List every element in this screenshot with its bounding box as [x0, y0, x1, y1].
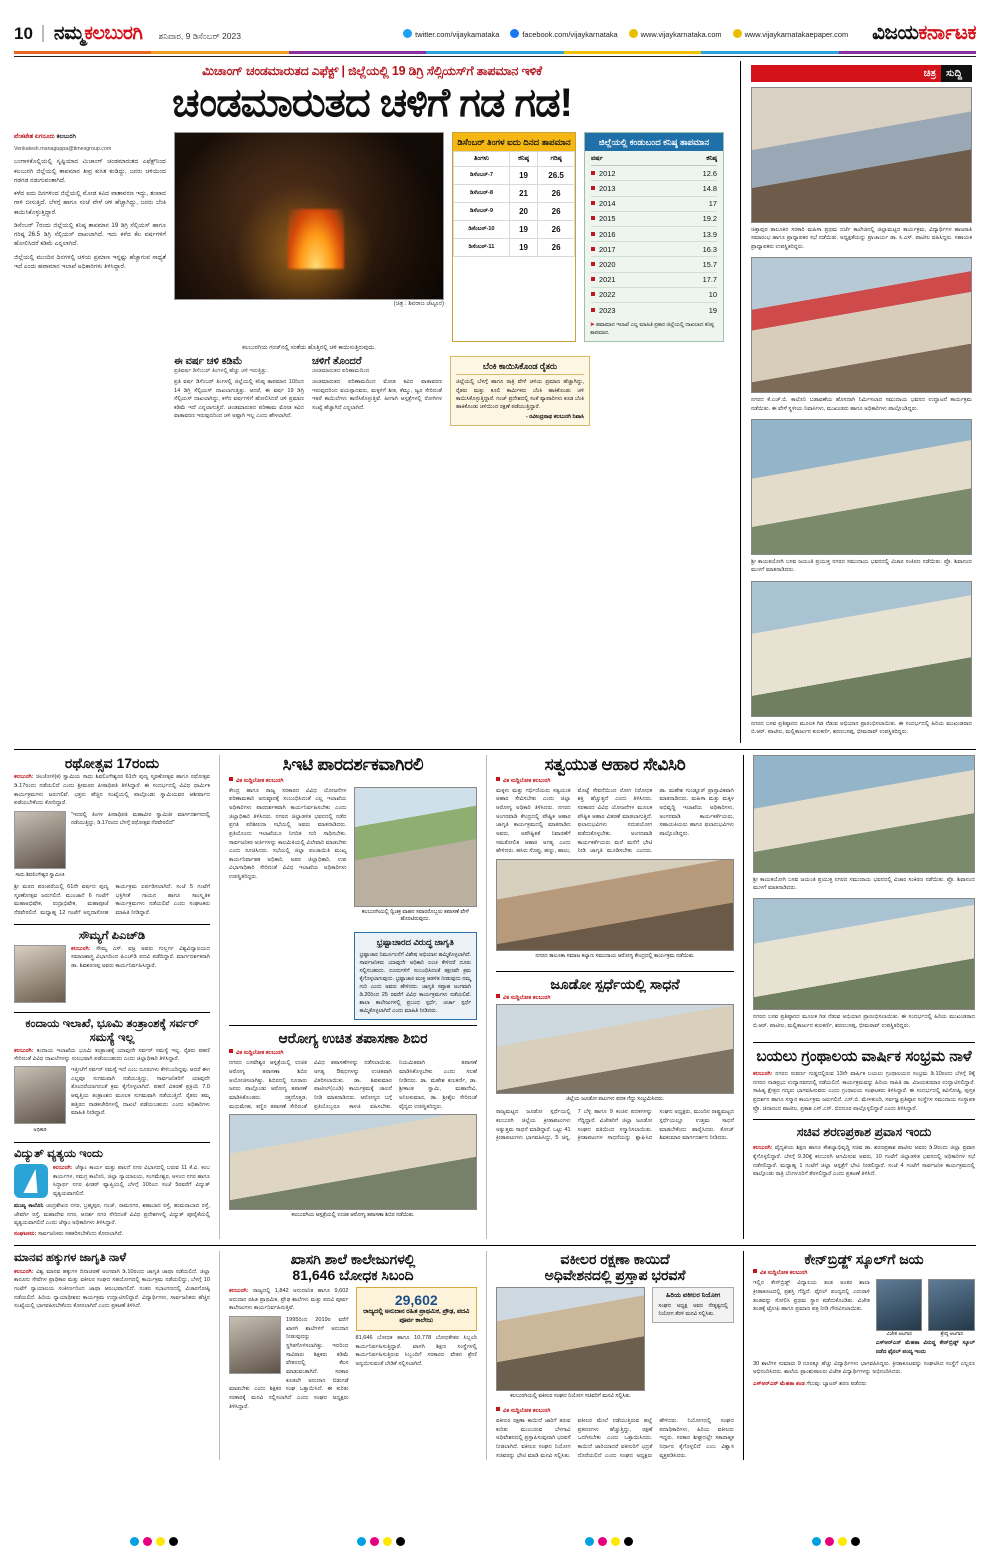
story-body-2: 30 ಶಾಲೆಗಳ ಸುಮಾರು 9 ನೂರಕ್ಕೂ ಹೆಚ್ಚು ವಿದ್ಯಾರ್ಥಿಗಳು ಭಾಗವಹಿಸಿದ್ದರು. ಕ್ರೀಡಾಕೂಟವನ್ನು ಸಂಘಟಿಸಿದ ಸಂಸ್ಥೆಗೆ ಎಲ್ಲರೂ ಅಭಿನಂದಿಸಿದರು. ಶಾಲೆಯ ಪ್ರಾಂಶುಪಾಲರು ವಿಜೇತ ವಿದ್ಯಾರ್ಥಿಗಳನ್ನು ಅಭಿನಂದಿಸಿದರು. — [753, 1360, 975, 1376]
story-body: ವಕೀಲರ ರಕ್ಷಣಾ ಕಾಯಿದೆ ಜಾರಿಗೆ ತರುವ ಕುರಿತು ಮುಂಬರುವ ಬೆಳಗಾವಿ ಅಧಿವೇಶನದಲ್ಲಿ ಪ್ರಸ್ತಾಪಿಸುವುದಾಗಿ ಭರವಸೆ ನೀಡಲಾಗಿದೆ. ವಕೀಲರ ಸಂಘದ ನಿಯೋಗ ಸಚಿವರನ್ನು ಭೇಟಿ ಮಾಡಿ ಮನವಿ ಸಲ್ಲಿಸಿತು. ವಕೀಲರ ಮೇಲೆ ನಡೆಯುತ್ತಿರುವ ಹಲ್ಲೆ ಪ್ರಕರಣಗಳು ಹೆಚ್ಚುತ್ತಿದ್ದು, ರಕ್ಷಣೆ ಒದಗಿಸಬೇಕು ಎಂದು ಒತ್ತಾಯಿಸಿದರು. ಕಾಯಿದೆ ಜಾರಿಯಾದರೆ ವಕೀಲರಿಗೆ ಭದ್ರತೆ ದೊರೆಯಲಿದೆ ಎಂದು ಸಂಘದ ಅಧ್ಯಕ್ಷರು ಹೇಳಿದರು. ನಿಯೋಗದಲ್ಲಿ ಸಂಘದ ಪದಾಧಿಕಾರಿಗಳು, ಹಿರಿಯ ವಕೀಲರು ಇದ್ದರು. ಸರಕಾರ ಶೀಘ್ರದಲ್ಲೇ ಸಕಾರಾತ್ಮಕ ನಿರ್ಧಾರ ಕೈಗೊಳ್ಳಲಿದೆ ಎಂಬ ವಿಶ್ವಾಸ ವ್ಯಕ್ತಪಡಿಸಿದರು. — [496, 1417, 734, 1459]
rail-caption-3: ಶ್ರೀ ಕಾಯಕಯೋಗಿ ಬಸವ ಜಯಂತಿ ಪ್ರಯುಕ್ತ ನಗರದ ಸಮುದಾಯ ಭವನದಲ್ಲಿ ವಿಚಾರ ಸಂಕಿರಣ ನಡೆಯಿತು. ಪ್ರೊ. ಶಿವಾನಂದ ಮುಳಗೆ ಮಾತನಾಡಿದರು. — [751, 558, 972, 574]
masthead — [14, 0, 976, 51]
story-body: ವಿಶ್ವ ಮಾನವ ಹಕ್ಕುಗಳ ದಿನಾಚರಣೆ ಅಂಗವಾಗಿ ಡಿ.10ರಂದು ಜಾಗೃತಿ ಜಾಥಾ ನಡೆಯಲಿದೆ. ಜಿಲ್ಲಾ ಕಾನೂನು ಸೇವೆಗಳ ಪ್ರಾಧಿಕಾರ ಮತ್ತು ವಕೀಲರ ಸಂಘದ ಸಹಯೋಗದಲ್ಲಿ ಕಾರ್ಯಕ್ರಮ ನಡೆಯಲಿದ್ದು, ಬೆಳಗ್ಗೆ 10 ಗಂಟೆಗೆ ನ್ಯಾಯಾಲಯ ಸಂಕೀರ್ಣದಿಂದ ಜಾಥಾ ಆರಂಭವಾಗಲಿದೆ. ನಂತರ ಸಭಾಂಗಣದಲ್ಲಿ ವಿಚಾರಗೋಷ್ಠಿ ನಡೆಯಲಿದೆ. ಹಿರಿಯ ನ್ಯಾಯಾಧೀಶರು ಕಾರ್ಯಕ್ರಮ ಉದ್ಘಾಟಿಸಲಿದ್ದಾರೆ. ವಿದ್ಯಾರ್ಥಿಗಳು, ಸಾರ್ವಜನಿಕರು ಹೆಚ್ಚಿನ ಸಂಖ್ಯೆಯಲ್ಲಿ ಭಾಗವಹಿಸಬೇಕೆಂದು ಕೋರಲಾಗಿದೆ ಎಂದು ಪ್ರಕಟಣೆ ತಿಳಿಸಿದೆ. — [14, 1268, 211, 1310]
print-registration-marks — [0, 1537, 990, 1546]
table1-title: ಡಿಸೆಂಬರ್ ತಿಂಗಳ ಐದು ದಿನದ ತಾಪಮಾನ — [453, 133, 575, 151]
portrait-photo — [14, 945, 66, 1003]
story-heading-minister: ಸಚಿವ ಶರಣಪ್ರಕಾಶ ಪ್ರವಾಸ ಇಂದು — [796, 1125, 932, 1140]
player-photos — [876, 1279, 975, 1337]
dateline: ಕಲಬುರಗಿ: — [14, 1268, 34, 1275]
note-label: ಸಂಘಟಕರು: — [14, 1230, 37, 1237]
inline-photo-health-camp — [229, 1114, 477, 1210]
inline-photo-delegation — [496, 1287, 645, 1391]
rail-caption-2: ನಗರದ ಕೆ.ಎಚ್.ಬಿ. ಕಾಲೊನಿ ಬಡಾವಣೆಯ ಹೊಸದಾಗಿ ನಿರ್ಮಿಸಲಾದ ಸಮುದಾಯ ಭವನದ ಉದ್ಘಾಟನೆ ಕಾರ್ಯಕ್ರಮ ನಡೆಯಿತು. ಈ ವೇಳೆ ಸ್ಥಳೀಯ ನಿವಾಸಿಗಳು, ಮುಖಂಡರು ಹಾಗೂ ಅಧಿಕಾರಿಗಳು ಪಾಲ್ಗೊಂಡಿದ್ದರು. — [751, 397, 972, 412]
table-row: ಡಿಸೆಂಬರ್-11 19 26 — [454, 239, 575, 257]
subhead-1-title: ಈ ವರ್ಷ ಚಳಿ ಕಡಿಮೆ — [174, 356, 243, 368]
lead-photo — [174, 132, 444, 300]
rail-caption-1: ಚಿತ್ತಾಪುರ ತಾಲೂಕಿನ ಸರಕಾರಿ ಮಹಿಳಾ ಪ್ರಥಮ ದರ್ಜೆ ಕಾಲೇಜಿನಲ್ಲಿ ಜಿಲ್ಲಾಮಟ್ಟದ ಕಾರ್ಯಕ್ರಮ, ವಿದ್ಯಾರ್ಥಿಗಳ ಹಾಜರಾತಿ ಸಮಾರಂಭ ಹಾಗೂ ಪ್ರಾಧ್ಯಾಪಕರ ಸಭೆ ನಡೆಯಿತು. ಅಧ್ಯಕ್ಷತೆಯನ್ನು ಪ್ರಾಚಾರ್ಯ ಡಾ. ಸಿ.ಎಸ್. ಪಾಟೀಲ ವಹಿಸಿದ್ದರು. ಸಹಾಯಕ ಪ್ರಾಧ್ಯಾಪಕರು ಉಪಸ್ಥಿತರಿದ್ದರು. — [751, 227, 972, 250]
dateline: ಕಲಬುರಗಿ: — [53, 1164, 73, 1171]
local-edition-title — [54, 23, 143, 45]
badge-left-text: ಚಿತ್ರ — [751, 65, 941, 82]
byline-author: ವೆಂಕಟೇಶ ಏಗನೂರು — [14, 132, 55, 140]
photo-credit: (ಚಿತ್ರ : ಶಿವರಾಜ ಜೆಟ್ಟೂರ) — [393, 300, 444, 307]
subhead-1-sub: ಪ್ರತಿವರ್ಷ ಡಿಸೆಂಬರ್ ತಿಂಗಳಲ್ಲಿ ಹೆಚ್ಚು ಚಳಿ ಇರುತ್ತಿತ್ತು. — [174, 368, 269, 375]
epaper-link[interactable] — [733, 29, 849, 39]
subhead-2 — [312, 356, 442, 426]
website-link[interactable] — [629, 29, 722, 39]
story-heading-human-rights: ಮಾನವ ಹಕ್ಕುಗಳ ಜಾಗೃತಿ ನಾಳೆ — [14, 1251, 127, 1264]
globe-icon — [629, 29, 638, 38]
color-bar — [14, 51, 976, 54]
rail-photo-4 — [751, 581, 972, 717]
story-heading-nutrition: ಸತ್ವಯುತ ಆಹಾರ ಸೇವಿಸಿರಿ — [544, 754, 686, 774]
color-dots-group-3 — [585, 1537, 633, 1546]
publication-date: ಶನಿವಾರ, 9 ಡಿಸೆಂಬರ್ 2023 — [158, 30, 241, 41]
facebook-link-text: facebook.com/vijaykarnataka — [522, 29, 618, 39]
december-temperature-table — [452, 132, 576, 342]
tagline: ವಿಕ ಸುದ್ದಿಲೋಕ ಕಲಬುರಗಿ — [229, 777, 477, 785]
lead-para-2: ಕಳೆದ ಐದು ದಿನಗಳಿಂದ ಜಿಲ್ಲೆಯಲ್ಲಿ ಮೋಡ ಕವಿದ ವಾತಾವರಣ ಇದ್ದು, ತಂಪಾದ ಗಾಳಿ ಬೀಸುತ್ತಿದೆ. ಬೆಳಗ್ಗೆ ಹಾಗೂ ಸಂಜೆ ವೇಳೆ ಚಳಿ ಹೆಚ್ಚಾಗಿದ್ದು, ಜನರು ಬೆಂಕಿ ಕಾಯಿಸಿಕೊಳ್ಳುತ್ತಿದ್ದಾರೆ. — [14, 190, 166, 216]
story-heading-lawyers-2: ಅಧಿವೇಶನದಲ್ಲಿ ಪ್ರಸ್ತಾಪ ಭರವಸೆ — [544, 1267, 686, 1284]
bottom-band — [14, 1245, 976, 1461]
teacher-count-highlight — [356, 1287, 478, 1331]
story-body-3: 1995ರಿಂದ 2019ರ ವರೆಗೆ ಖಾಸಗಿ ಶಾಲೆಗಳಿಗೆ ಅನುದಾನ ನೀಡುವುದನ್ನು ಸ್ಥಗಿತಗೊಳಿಸಲಾಗಿತ್ತು. ಇದರಿಂದ ಸಾವಿರಾರು ಶಿಕ್ಷಕರು ಕಡಿಮೆ ವೇತನದಲ್ಲಿ ಕೆಲಸ ಮಾಡುವಂತಾಗಿದೆ. ಸರಕಾರ ಕೂಡಲೇ ಅನುದಾನ ಬಿಡುಗಡೆ ಮಾಡಬೇಕು ಎಂದು ಶಿಕ್ಷಕರ ಸಂಘ ಒತ್ತಾಯಿಸಿದೆ. ಈ ಕುರಿತು ಸರಕಾರಕ್ಕೆ ಮನವಿ ಸಲ್ಲಿಸಲಾಗಿದೆ ಎಂದು ಸಂಘದ ಅಧ್ಯಕ್ಷರು ತಿಳಿಸಿದ್ದಾರೆ. — [229, 1317, 349, 1410]
yearly-minimum-temperature-table — [584, 132, 724, 342]
epaper-link-text: www.vijaykarnatakaepaper.com — [744, 29, 849, 39]
color-dots-group-4 — [812, 1537, 860, 1546]
table-row: 2017 16.3 — [591, 242, 717, 257]
box-body: ಜಿಲ್ಲೆಯಲ್ಲಿ ಬೆಳಗ್ಗೆ ಹಾಗೂ ರಾತ್ರಿ ವೇಳೆ ಚಳಿಯ ಪ್ರಮಾಣ ಹೆಚ್ಚಾಗಿದ್ದು, ರೈತರು ಮತ್ತು ಕೂಲಿ ಕಾರ್ಮಿಕರು ಬೆಂಕಿ ಹಾಕಿಕೊಂಡು ಚಳಿ ಕಾಯಿಸಿಕೊಳ್ಳುತ್ತಿದ್ದಾರೆ. ಗಂಜ್ ಪ್ರದೇಶದಲ್ಲಿ ಸಂತೆ ವ್ಯಾಪಾರಿಗಳು ಕೂಡ ಬೆಂಕಿ ಹಾಕಿಕೊಂಡು ಚಳಿಯಿಂದ ರಕ್ಷಣೆ ಪಡೆಯುತ್ತಿದ್ದಾರೆ. — [456, 379, 584, 411]
story-body: ಸೌಮ್ಯ ಎಸ್. ವಜ್ರ ಅವರು ಗುಲ್ಬರ್ಗ ವಿಶ್ವವಿದ್ಯಾಲಯದ ಸಮಾಜಶಾಸ್ತ್ರ ವಿಭಾಗದಿಂದ ಪಿಎಚ್‌ಡಿ ಪದವಿ ಪಡೆದಿದ್ದಾರೆ. ಮಾರ್ಗದರ್ಶಕರಾಗಿ ಡಾ. ಶಿವಶರಣಪ್ಪ ಅವರು ಕಾರ್ಯನಿರ್ವಹಿಸಿದ್ದಾರೆ. — [71, 945, 210, 969]
table1-header-row — [454, 152, 575, 167]
lawyers-sidebar-box — [652, 1287, 734, 1323]
story-body-2: 81,646 ಬೋಧಕ ಹಾಗೂ 10,778 ಬೋಧಕೇತರ ಸಿಬ್ಬಂದಿ ಕಾರ್ಯನಿರ್ವಹಿಸುತ್ತಿದ್ದಾರೆ. ಖಾಸಗಿ ಶಿಕ್ಷಣ ಸಂಸ್ಥೆಗಳಲ್ಲಿ ಕಾರ್ಯನಿರ್ವಹಿಸುತ್ತಿರುವ ಸಿಬ್ಬಂದಿಗೆ ಸರಕಾರದ ವೇತನ ಶ್ರೇಣಿ ಅನ್ವಯಿಸುವಂತೆ ಬೇಡಿಕೆ ಸಲ್ಲಿಸಲಾಗಿದೆ. — [355, 1335, 477, 1368]
lead-para-1: ಬಂಗಾಳಕೊಲ್ಲಿಯಲ್ಲಿ ಸೃಷ್ಟಿಯಾದ ಮಿಚಾಂಗ್ ಚಂಡಮಾರುತದ ಎಫೆಕ್ಟ್‌ನಿಂದ ಕಲಬುರಗಿ ಜಿಲ್ಲೆಯಲ್ಲಿ ತಾಪಮಾನ ತೀವ್ರ ಕುಸಿತ ಕಂಡಿದ್ದು, ಜನರು ಚಳಿಯಿಂದ ಗಡಗಡ ನಡುಗುವಂತಾಗಿದೆ. — [14, 158, 166, 184]
mid-col-d — [743, 755, 975, 1239]
website-link-text: www.vijaykarnataka.com — [640, 29, 722, 39]
globe-icon — [733, 29, 742, 38]
box-title: ಭ್ರಷ್ಟಾಚಾರದ ವಿರುದ್ಧ ಜಾಗೃತಿ — [376, 937, 454, 948]
table-row: ಡಿಸೆಂಬರ್-10 19 26 — [454, 221, 575, 239]
dateline: ಕಲಬುರಗಿ: — [753, 1071, 773, 1078]
box-title: ಬೆಂಕಿ ಕಾಯಿಸಿಕೊಂಡ ರೈತರು — [456, 361, 584, 375]
inline-photo-hall — [496, 859, 734, 951]
lead-para-3: ಡಿಸೆಂಬರ್ 7ರಂದು ಜಿಲ್ಲೆಯಲ್ಲಿ ಕನಿಷ್ಠ ತಾಪಮಾನ 19 ಡಿಗ್ರಿ ಸೆಲ್ಸಿಯಸ್ ಹಾಗೂ ಗರಿಷ್ಠ 26.5 ಡಿಗ್ರಿ ಸೆಲ್ಸಿಯಸ್ ದಾಖಲಾಗಿದೆ. ಇದು ಕಳೆದ ಕೆಲ ವರ್ಷಗಳಿಗೆ ಹೋಲಿಸಿದರೆ ಕಡಿಮೆ ಎನ್ನಲಾಗಿದೆ. — [14, 221, 166, 248]
box-body: ಭ್ರಷ್ಟಾಚಾರ ನಿರ್ಮೂಲನೆಗೆ ವಿಶೇಷ ಅಭಿಯಾನ ಹಮ್ಮಿಕೊಳ್ಳಲಾಗಿದೆ. ಸಾರ್ವಜನಿಕರು ಯಾವುದೇ ಅಧಿಕಾರಿ ಲಂಚ ಕೇಳಿದರೆ ದೂರು ಸಲ್ಲಿಸಬಹುದು. ದೂರುಗಳಿಗೆ ಸಂಬಂಧಿಸಿದಂತೆ ತಕ್ಷಣವೇ ಕ್ರಮ ಕೈಗೊಳ್ಳಲಾಗುವುದು. ಭ್ರಷ್ಟಾಚಾರ ಮುಕ್ತ ಆಡಳಿತ ನೀಡುವುದು ನಮ್ಮ ಗುರಿ ಎಂದು ಅವರು ಹೇಳಿದರು. ಜಾಗೃತಿ ಸಪ್ತಾಹ ಅಂಗವಾಗಿ ಡಿ.20ರಿಂದ 25 ರವರೆಗೆ ವಿವಿಧ ಕಾರ್ಯಕ್ರಮಗಳು ನಡೆಯಲಿವೆ. ಶಾಲಾ ಕಾಲೇಜುಗಳಲ್ಲಿ ಪ್ರಬಂಧ ಸ್ಪರ್ಧೆ, ಚರ್ಚಾ ಸ್ಪರ್ಧೆ ಹಮ್ಮಿಕೊಳ್ಳಲಾಗಿದೆ ಎಂದು ಮಾಹಿತಿ ನೀಡಿದರು. — [359, 951, 471, 1015]
story-body-2: ಇತ್ತೀಚೆಗೆ ಸರ್ವರ್ ಸಮಸ್ಯೆ ಇದೆ ಎಂಬ ದೂರುಗಳು ಕೇಳಿಬಂದಿದ್ದವು. ಆದರೆ ಈಗ ಎಲ್ಲವೂ ಸುಗಮವಾಗಿ ನಡೆಯುತ್ತಿದ್ದು, ಸಾರ್ವಜನಿಕರಿಗೆ ಯಾವುದೇ ತೊಂದರೆಯಾಗದಂತೆ ಕ್ರಮ ಕೈಗೊಳ್ಳಲಾಗಿದೆ. ಪಹಣಿ ವಿತರಣೆ ಪ್ರಕ್ರಿಯೆ 7.0 ಆವೃತ್ತಿಯ ತಂತ್ರಾಂಶದ ಮೂಲಕ ಸುಗಮವಾಗಿ ನಡೆಯುತ್ತಿದೆ. ರೈತರು ತಮ್ಮ ಹತ್ತಿರದ ನಾಡಕಚೇರಿಗಳಲ್ಲಿ ದಾಖಲೆ ಪಡೆಯಬಹುದು ಎಂದು ಅಧಿಕಾರಿಗಳು ಮಾಹಿತಿ ನೀಡಿದ್ದಾರೆ. — [71, 1066, 210, 1117]
lead-data-tables — [452, 132, 724, 342]
note-text: ಸಾರ್ವಜನಿಕರು ಸಹಕರಿಸಬೇಕೆಂದು ಕೋರಲಾಗಿದೆ. — [37, 1230, 124, 1237]
table-row: 2020 15.7 — [591, 257, 717, 272]
mid-col-c — [486, 755, 734, 1239]
inline-photo-caption: ನಗರದ ತಾಲೂಕಾ ಸಮಾಜ ಕಲ್ಯಾಣ ಸಮುದಾಯ ಆರೋಗ್ಯ ಕೇಂದ್ರದಲ್ಲಿ ಕಾರ್ಯಕ್ರಮ ನಡೆಯಿತು. — [535, 952, 695, 959]
table1-col-1: ಕನಿಷ್ಠ — [509, 152, 537, 167]
badge-right-text: ಸುದ್ದಿ — [941, 65, 972, 82]
rail-caption-4: ನಗರದ ಬಸವ ಪ್ರತಿಷ್ಠಾನದ ಮೂಲಕ ಗಿಡ ನೆಡುವ ಅಭಿಯಾನ ಪ್ರಾರಂಭಿಸಲಾಯಿತು. ಈ ಸಂದರ್ಭದಲ್ಲಿ ಹಿರಿಯ ಮುಖಂಡರಾದ ಬಿ.ಆರ್. ಪಾಟೀಲ, ಮಲ್ಲಿಕಾರ್ಜುನ ಕುಲಕರ್ಣಿ, ಶರಣಬಸಪ್ಪ, ಭೀಮರಾವ್ ಉಪಸ್ಥಿತರಿದ್ದರು. — [751, 720, 972, 736]
table-row: 2015 19.2 — [591, 212, 717, 227]
local-title-part1: ನಮ್ಮ — [53, 22, 85, 44]
table2-col-0: ವರ್ಷ — [591, 155, 603, 163]
story-body: ರಾಜ್ಯಮಟ್ಟದ ಜೂಡೋ ಸ್ಪರ್ಧೆಯಲ್ಲಿ ಕಲಬುರಗಿ ಜಿಲ್ಲೆಯ ಕ್ರೀಡಾಪಟುಗಳು ಅತ್ಯುತ್ತಮ ಸಾಧನೆ ಮಾಡಿದ್ದಾರೆ. ಒಟ್ಟು 41 ಕ್ರೀಡಾಪಟುಗಳು ಭಾಗವಹಿಸಿದ್ದು, 5 ಚಿನ್ನ, 7 ಬೆಳ್ಳಿ ಹಾಗೂ 9 ಕಂಚಿನ ಪದಕಗಳನ್ನು ಗೆದ್ದಿದ್ದಾರೆ. ವಿಜೇತರಿಗೆ ಜಿಲ್ಲಾ ಜೂಡೋ ಸಂಘದ ವತಿಯಿಂದ ಸನ್ಮಾನಿಸಲಾಯಿತು. ಕ್ರೀಡಾಪಟುಗಳ ಸಾಧನೆಯನ್ನು ಶ್ಲಾಘಿಸಿದ ಸಂಘದ ಅಧ್ಯಕ್ಷರು, ಮುಂದಿನ ರಾಷ್ಟ್ರಮಟ್ಟದ ಸ್ಪರ್ಧೆಯಲ್ಲೂ ಉತ್ತಮ ಸಾಧನೆ ಮಾಡಬೇಕೆಂದು ಹಾರೈಸಿದರು. ಕೋಚ್ ಶಿವಕುಮಾರ ಮಾರ್ಗದರ್ಶನ ನೀಡಿದರು. — [496, 1109, 734, 1142]
byline-email: Venkatesh.managuppa@timesgroup.com — [14, 146, 112, 153]
picture-news-badge — [751, 65, 972, 82]
story-body: ಕೇಂದ್ರ ಹಾಗೂ ರಾಜ್ಯ ಸರಕಾರದ ವಿವಿಧ ಯೋಜನೆಗಳ ಪರಿಣಾಮಕಾರಿ ಅನುಷ್ಠಾನಕ್ಕೆ ಸಂಬಂಧಿಸಿದಂತೆ ಎಲ್ಲ ಇಲಾಖೆಯ ಅಧಿಕಾರಿಗಳು ಪಾರದರ್ಶಕವಾಗಿ ಕಾರ್ಯನಿರ್ವಹಿಸಬೇಕು ಎಂದು ಜಿಲ್ಲಾಧಿಕಾರಿ ತಿಳಿಸಿದರು. ನಗರದ ಜಿಲ್ಲಾಡಳಿತ ಭವನದಲ್ಲಿ ನಡೆದ ಪ್ರಗತಿ ಪರಿಶೀಲನಾ ಸಭೆಯಲ್ಲಿ ಅವರು ಮಾತನಾಡಿದರು. ಪ್ರತಿಯೊಂದು ಇಲಾಖೆಯೂ ನಿಗದಿತ ಗುರಿ ಸಾಧಿಸಬೇಕು. ಸಾರ್ವಜನಿಕರ ಅರ್ಜಿಗಳನ್ನು ಕಾಲಮಿತಿಯಲ್ಲಿ ವಿಲೇವಾರಿ ಮಾಡಬೇಕು ಎಂದು ಸೂಚಿಸಿದರು. ಸಭೆಯಲ್ಲಿ ಜಿಲ್ಲಾ ಪಂಚಾಯಿತಿ ಮುಖ್ಯ ಕಾರ್ಯನಿರ್ವಾಹಕ ಅಧಿಕಾರಿ, ಅಪರ ಜಿಲ್ಲಾಧಿಕಾರಿ, ಉಪ ವಿಭಾಗಾಧಿಕಾರಿ ಸೇರಿದಂತೆ ವಿವಿಧ ಇಲಾಖೆಯ ಅಧಿಕಾರಿಗಳು ಉಪಸ್ಥಿತರಿದ್ದರು. — [229, 787, 347, 881]
table-row: 2012 12.6 — [591, 166, 717, 181]
story-heading-judo: ಜೂಡೋ ಸ್ಪರ್ಧೆಯಲ್ಲಿ ಸಾಧನೆ — [550, 975, 680, 992]
areas-list: ಚಂದ್ರಶೇಖರ ನಗರ, ಬ್ರಹ್ಮಪುರ, ಗಂಜ್, ರಾಮನಗರ, ಶಹಾಬಾದ ರಸ್ತೆ, ಹುಮನಾಬಾದ ರಸ್ತೆ, ಜೇವರ್ಗಿ ರಸ್ತೆ, ಮಹಾದೇವ ನಗರ, ಆದರ್ಶ ನಗರ ಸೇರಿದಂತೆ ವಿವಿಧ ಪ್ರದೇಶಗಳಲ್ಲಿ ವಿದ್ಯುತ್ ಪೂರೈಕೆಯಲ್ಲಿ ವ್ಯತ್ಯಯವಾಗಲಿದೆ ಎಂದು ಜೆಸ್ಕಾಂ ಅಧಿಕಾರಿಗಳು ತಿಳಿಸಿದ್ದಾರೆ. — [14, 1202, 210, 1227]
dateline: ಕಲಬುರಗಿ: — [14, 774, 34, 781]
story-quote: "ಇದರಲ್ಲಿ ತಿಂಗಳ ಪೀಠಾಧಿಪತಿ ಮಹಾವೀರ ಸ್ವಾಮಿಜೀ ಮಾರ್ಗದರ್ಶನದಲ್ಲಿ ನಡೆಯುತ್ತಿದ್ದು, ಡಿ.17ರಂದು ಬೆಳಗ್ಗೆ ರಥೋತ್ಸವ ನೆರವೇರಲಿದೆ" — [71, 811, 210, 827]
story-heading-lawyers-1: ವಕೀಲರ ರಕ್ಷಣಾ ಕಾಯಿದೆ — [560, 1250, 670, 1267]
highlight-number: 29,602 — [394, 1292, 438, 1309]
brand-name-part2: ಕರ್ನಾಟಕ — [918, 22, 976, 44]
portrait-photo — [14, 811, 66, 869]
box-title: ಹಿರಿಯ ವಕೀಲರ ನಿಯೋಗ — [666, 1292, 721, 1300]
story-body: ಮಕ್ಕಳು ಮತ್ತು ಗರ್ಭಿಣಿಯರು ಸತ್ವಯುತ ಆಹಾರ ಸೇವಿಸಬೇಕು ಎಂದು ಜಿಲ್ಲಾ ಆರೋಗ್ಯ ಅಧಿಕಾರಿ ತಿಳಿಸಿದರು. ನಗರದ ಅಂಗನವಾಡಿ ಕೇಂದ್ರದಲ್ಲಿ ಪೌಷ್ಟಿಕ ಆಹಾರ ಜಾಗೃತಿ ಕಾರ್ಯಕ್ರಮದಲ್ಲಿ ಮಾತನಾಡಿದ ಅವರು, ಅಪೌಷ್ಟಿಕತೆ ನಿವಾರಣೆಗೆ ಸಮತೋಲಿತ ಆಹಾರ ಅಗತ್ಯ ಎಂದು ಹೇಳಿದರು. ಹಸಿರು ಸೊಪ್ಪು, ಹಣ್ಣು, ಹಾಲು, ಮೊಟ್ಟೆ ಸೇವನೆಯಿಂದ ರೋಗ ನಿರೋಧಕ ಶಕ್ತಿ ಹೆಚ್ಚುತ್ತದೆ ಎಂದು ತಿಳಿಸಿದರು. ಸರಕಾರದ ವಿವಿಧ ಯೋಜನೆಗಳ ಮೂಲಕ ಪೌಷ್ಟಿಕ ಆಹಾರ ವಿತರಣೆ ಮಾಡಲಾಗುತ್ತಿದೆ. ಫಲಾನುಭವಿಗಳು ಸದುಪಯೋಗ ಪಡೆದುಕೊಳ್ಳಬೇಕು. ಅಂಗನವಾಡಿ ಕಾರ್ಯಕರ್ತೆಯರು ಮನೆ ಮನೆಗೆ ಭೇಟಿ ನೀಡಿ ಜಾಗೃತಿ ಮೂಡಿಸಬೇಕು ಎಂದರು. ಡಾ. ಮಹೇಶ ಗುಂಡ್ಲೂರ್ ಪ್ರಾಸ್ತಾವಿಕವಾಗಿ ಮಾತನಾಡಿದರು. ಮಹಿಳಾ ಮತ್ತು ಮಕ್ಕಳ ಅಭಿವೃದ್ಧಿ ಇಲಾಖೆಯ ಅಧಿಕಾರಿಗಳು, ಅಂಗನವಾಡಿ ಕಾರ್ಯಕರ್ತೆಯರು, ಸಹಾಯಕಿಯರು ಹಾಗೂ ಫಲಾನುಭವಿಗಳು ಪಾಲ್ಗೊಂಡಿದ್ದರು. — [496, 787, 734, 855]
table-row: 2023 19 — [591, 303, 717, 317]
dateline: ಕಲಬುರಗಿ: — [753, 1145, 773, 1152]
story-heading-rathotsava: ರಥೋತ್ಸವ 17ರಂದು — [64, 754, 160, 771]
player-caption-1: ವಿಜೇತ ಆಟಗಾರ — [886, 1332, 912, 1338]
player-photo-1 — [876, 1279, 923, 1331]
right-rail — [740, 61, 972, 743]
box-signature: - ರವೀಂದ್ರನಾಥ ಕಲಬುರಗಿ ನಿವಾಸಿ — [525, 414, 584, 421]
table-row: 2013 14.8 — [591, 181, 717, 196]
lead-para-4: ಜಿಲ್ಲೆಯಲ್ಲಿ ಮುಂದಿನ ದಿನಗಳಲ್ಲಿ ಚಳಿಯ ಪ್ರಮಾಣ ಇನ್ನಷ್ಟು ಹೆಚ್ಚಾಗುವ ಸಾಧ್ಯತೆ ಇದೆ ಎಂದು ಹವಾಮಾನ ಇಲಾಖೆ ಅಧಿಕಾರಿಗಳು ತಿಳಿಸಿದ್ದಾರೆ. — [14, 253, 166, 270]
inline-photo-caption: ಕಲಬುರಗಿಯಲ್ಲಿ ದ್ವಿಚಕ್ರ ವಾಹನ ಸವಾರರೊಬ್ಬರು ತಪಾಸಣೆ ವೇಳೆ ಹೊರಟಿರುವುದು. — [361, 908, 469, 923]
table2-col-1: ಕನಿಷ್ಠ — [706, 155, 717, 163]
inline-photo-bike — [354, 787, 477, 907]
footer-label: ಎಸ್‌ಆರ್‌ಎನ್ ಮೆಹತಾ ತಂಡ — [753, 1380, 805, 1387]
mid-col-a — [14, 755, 210, 1239]
subhead-2-title: ಚಳಿಗೆ ತೊಂದರೆ — [312, 356, 362, 368]
player-caption-2: ಶ್ರೇಷ್ಠ ಆಟಗಾರ — [940, 1332, 963, 1338]
portrait-photo — [14, 1066, 66, 1124]
dateline: ಕಲಬುರಗಿ: — [14, 1047, 34, 1054]
story-heading-revenue: ಕಂದಾಯ ಇಲಾಖೆ, ಭೂಮಿ ತಂತ್ರಾಂಶಕ್ಕೆ ಸರ್ವರ್ ಸಮಸ್ಯೆ ಇಲ್ಲ — [25, 1017, 199, 1044]
table-row: 2021 17.7 — [591, 273, 717, 288]
portrait-caption: ಸಾಧು ಶಿವಲಿಂಗೇಶ್ವರ ಸ್ವಾಮೀಜಿ — [15, 871, 65, 878]
lead-headline: ಚಂಡಮಾರುತದ ಚಳಿಗೆ ಗಡ ಗಡ! — [172, 81, 572, 125]
story-heading-health-camp: ಆರೋಗ್ಯ ಉಚಿತ ತಪಾಸಣಾ ಶಿಬಿರ — [278, 1030, 428, 1047]
subhead-1-body: ಪ್ರತಿ ವರ್ಷ ಡಿಸೆಂಬರ್ ತಿಂಗಳಲ್ಲಿ ಜಿಲ್ಲೆಯಲ್ಲಿ ಕನಿಷ್ಠ ತಾಪಮಾನ 10ರಿಂದ 14 ಡಿಗ್ರಿ ಸೆಲ್ಸಿಯಸ್ ದಾಖಲಾಗುತ್ತಿತ್ತು. ಆದರೆ, ಈ ವರ್ಷ 19 ಡಿಗ್ರಿ ಸೆಲ್ಸಿಯಸ್ ದಾಖಲಾಗಿದ್ದು, ಕಳೆದ ವರ್ಷಗಳಿಗೆ ಹೋಲಿಸಿದರೆ ಚಳಿ ಪ್ರಮಾಣ ಕಡಿಮೆ ಇದೆ ಎನ್ನಲಾಗುತ್ತಿದೆ. ಚಂಡಮಾರುತದ ಪರಿಣಾಮ ಮೋಡ ಕವಿದ ವಾತಾವರಣ ಇರುವುದರಿಂದ ಚಳಿ ಅಷ್ಟಾಗಿ ಇಲ್ಲ ಎಂದು ಹೇಳಲಾಗಿದೆ. — [174, 379, 304, 419]
callout-text: ಎಸ್‌ಆರ್‌ಎನ್ ಮೆಹತಾ ವಿರುದ್ಧ ಕೇನ್‌ಬ್ರಿಡ್ಜ್ ಸ್ಕೂಲ್ ನಡೆದ ಫೈನಲ್ ಪಂದ್ಯ ಇಂದು — [875, 1340, 975, 1356]
highlight-text: ರಾಜ್ಯದಲ್ಲಿ ಅನುದಾನ ರಹಿತ ಪ್ರಾಥಮಿಕ, ಪ್ರೌಢ, ಪದವಿ ಪೂರ್ವ ಕಾಲೇಜು — [363, 1308, 470, 1325]
lead-kicker: ಮಿಚಾಂಗ್ ಚಂಡಮಾರುತದ ಎಫೆಕ್ಟ್ | ಜಿಲ್ಲೆಯಲ್ಲಿ 19 ಡಿಗ್ರಿ ಸೆಲ್ಸಿಯಸ್‌ಗೆ ತಾಪಮಾನ ಇಳಿಕೆ — [202, 64, 542, 78]
brand-name-part1: ವಿಜಯ — [872, 22, 919, 44]
tagline: ವಿಕ ಸುದ್ದಿಲೋಕ ಕಲಬುರಗಿ — [496, 994, 734, 1002]
rail-photo-2 — [751, 257, 972, 393]
page-number: 10 — [14, 25, 44, 42]
color-dots-group-1 — [130, 1537, 178, 1546]
portrait-photo — [229, 1316, 281, 1374]
story-body: ಕಲಬುರಗಿ: ನಗರದ ಸುಪರ್ಣ ಗುಡ್ಡದಲ್ಲಿರುವ 13ನೇ ವಾರ್ಷಿಕ ಬಯಲು ಗ್ರಂಥಾಲಯದ ಸಂಭ್ರಮ ಡಿ.10ರಂದು ಬೆಳಗ್ಗೆ 9ಕ್ಕೆ ನಗರದ ನಾಡಪ್ರಭು ಉದ್ಯಾನವನದಲ್ಲಿ ನಡೆಯಲಿದೆ. ಕಾರ್ಯಕ್ರಮವನ್ನು ಹಿರಿಯ ಸಾಹಿತಿ ಡಾ. ವಿಜಯಕುಮಾರ ಉದ್ಘಾಟಿಸಲಿದ್ದಾರೆ. ಸಾಹಿತ್ಯ ಕ್ಷೇತ್ರದ ಗಣ್ಯರು ಭಾಗವಹಿಸುವರು ಎಂದು ಗ್ರಂಥಾಲಯ ಸಂಘಟಕರು ತಿಳಿಸಿದ್ದಾರೆ. ಈ ಸಂದರ್ಭದಲ್ಲಿ ಕವಿಗೋಷ್ಠಿ, ಪುಸ್ತಕ ಪ್ರದರ್ಶನ ಹಾಗೂ ಸನ್ಮಾನ ಕಾರ್ಯಕ್ರಮ ಜರುಗಲಿದೆ. ಎಸ್.ಬಿ. ಮೇಳಕುಂದಿ, ಸರ್ವಜ್ಞ ಪ್ರತಿಷ್ಠಾನ ಸಂಸ್ಥೆಗಳ ಸಮುದಾಯ ಸಂಸ್ಥಾಪಕ ಪ್ರೊ. ಚಿದಾನಂದ ಪಾಟೀಲ, ಪ್ರಕಾಶ ಎಸ್.ಎಸ್. ಬಿದನೂರ ಪಾಲ್ಗೊಳ್ಳಲಿದ್ದಾರೆ ಎಂದು ತಿಳಿಸಿದ್ದಾರೆ. — [753, 1071, 975, 1112]
inline-photo-judo — [496, 1004, 734, 1094]
social-links — [403, 29, 848, 39]
story-body: ಇಲ್ಲಿನ ಕೇನ್‌ಬ್ರಿಡ್ಜ್ ವಿದ್ಯಾಲಯ ತಂಡ ಅಂತರ ಶಾಲಾ ಕ್ರೀಡಾಕೂಟದಲ್ಲಿ ಪ್ರಶಸ್ತಿ ಗೆದ್ದಿದೆ. ಫೈನಲ್ ಪಂದ್ಯದಲ್ಲಿ ಎದುರಾಳಿ ತಂಡವನ್ನು ಸೋಲಿಸಿ ಪ್ರಥಮ ಸ್ಥಾನ ಪಡೆದುಕೊಂಡಿತು. ವಿಜೇತ ತಂಡಕ್ಕೆ ಟ್ರೋಫಿ ಹಾಗೂ ಪ್ರಮಾಣ ಪತ್ರ ನೀಡಿ ಗೌರವಿಸಲಾಯಿತು. — [753, 1280, 870, 1313]
story-body: ನಗರದ ಬಸವೇಶ್ವರ ಆಸ್ಪತ್ರೆಯಲ್ಲಿ ಉಚಿತ ಆರೋಗ್ಯ ತಪಾಸಣಾ ಶಿಬಿರ ಆಯೋಜಿಸಲಾಗಿತ್ತು. ಶಿಬಿರದಲ್ಲಿ ನೂರಾರು ಜನರು ಪಾಲ್ಗೊಂಡು ಆರೋಗ್ಯ ತಪಾಸಣೆ ಮಾಡಿಸಿಕೊಂಡರು. ರಕ್ತದೊತ್ತಡ, ಮಧುಮೇಹ, ಕಣ್ಣಿನ ತಪಾಸಣೆ ಸೇರಿದಂತೆ ವಿವಿಧ ತಪಾಸಣೆಗಳನ್ನು ನಡೆಸಲಾಯಿತು. ಅಗತ್ಯ ಔಷಧಗಳನ್ನು ಉಚಿತವಾಗಿ ವಿತರಿಸಲಾಯಿತು. ಡಾ. ಶಿವಕುಮಾರ ಪಾಟೀಲ್(ಎಂಡಿ) ಕಾರ್ಯಕ್ರಮಕ್ಕೆ ಚಾಲನೆ ನೀಡಿ ಮಾತನಾಡಿದರು. ಆರೋಗ್ಯದ ಬಗ್ಗೆ ಪ್ರತಿಯೊಬ್ಬರೂ ಕಾಳಜಿ ವಹಿಸಬೇಕು. ನಿಯಮಿತವಾಗಿ ತಪಾಸಣೆ ಮಾಡಿಸಿಕೊಳ್ಳಬೇಕು ಎಂದು ಸಲಹೆ ನೀಡಿದರು. ಡಾ. ಮಹೇಶ ಕುಲಕರ್ಣಿ, ಡಾ. ಶ್ರೀಕಾಂತ ಸ್ವಾಮಿ, ಮಹಾದೇವಿ, ಅನಿಲಕುಮಾರ, ಡಾ. ಶ್ರೀಶೈಲ ಸೇರಿದಂತೆ ವೈದ್ಯರು ಉಪಸ್ಥಿತರಿದ್ದರು. — [229, 1060, 477, 1110]
portrait-caption: ಅಧಿಕಾರಿ — [33, 1126, 47, 1133]
bottom-col-3 — [486, 1251, 734, 1461]
lead-body-text — [14, 132, 166, 342]
story-body: ಕಲಬುರಗಿ: ವೈದ್ಯಕೀಯ ಶಿಕ್ಷಣ ಹಾಗೂ ಕೌಶಲ್ಯಾಭಿವೃದ್ಧಿ ಸಚಿವ ಡಾ. ಶರಣಪ್ರಕಾಶ ಪಾಟೀಲ ಅವರು ಡಿ.9ರಂದು ಜಿಲ್ಲಾ ಪ್ರವಾಸ ಕೈಗೊಳ್ಳಲಿದ್ದಾರೆ. ಬೆಳಗ್ಗೆ 9.30ಕ್ಕೆ ಕಲಬುರಗಿ ಆಗಮಿಸುವ ಅವರು, 10 ಗಂಟೆಗೆ ಜಿಲ್ಲಾಡಳಿತ ಭವನದಲ್ಲಿ ಅಧಿಕಾರಿಗಳ ಸಭೆ ನಡೆಸಲಿದ್ದಾರೆ. ಮಧ್ಯಾಹ್ನ 1 ಗಂಟೆಗೆ ಜಿಲ್ಲಾ ಆಸ್ಪತ್ರೆಗೆ ಭೇಟಿ ನೀಡಲಿದ್ದಾರೆ. ಸಂಜೆ 4 ಗಂಟೆಗೆ ಸಾರ್ವಜನಿಕ ಕಾರ್ಯಕ್ರಮದಲ್ಲಿ ಪಾಲ್ಗೊಂಡು ರಾತ್ರಿ ಬೆಂಗಳೂರಿಗೆ ತೆರಳಲಿದ್ದಾರೆ ಎಂದು ಪ್ರಕಟಣೆ ತಿಳಿಸಿದೆ. — [753, 1145, 975, 1178]
table-row: 2022 10 — [591, 288, 717, 303]
story-heading-phd: ಸೌಮ್ಯಗೆ ಪಿಎಚ್‌ಡಿ — [78, 929, 146, 942]
power-bolt-icon — [14, 1164, 48, 1198]
story-heading-private-schools-1: ಖಾಸಗಿ ಶಾಲೆ ಕಾಲೇಜುಗಳಲ್ಲಿ — [290, 1250, 416, 1267]
table-row: 2014 17 — [591, 197, 717, 212]
mid-band — [14, 749, 976, 1239]
brand-logo — [872, 22, 976, 45]
twitter-icon — [403, 29, 412, 38]
story-body: ಜೆಸ್ಕಾಂ ಕಾರ್ಯ ಮತ್ತು ಪಾಲನೆ ನಗರ ವಿಭಾಗದಲ್ಲಿ ಬರುವ 11 ಕೆ.ವಿ. ಕಂಬ ಕಾರ್ಯಗಳ, ಸಮಗ್ರ ಕಾಲೊನಿ, ಜಿಲ್ಲಾ ನ್ಯಾಯಾಲಯ, ಸಂಗಮೇಶ್ವರ, ಆಳಂದ ನಗರ ಹಾಗೂ ಸಿದ್ಧಾರ್ಥ ನಗರ ಫೀಡರ್ ವ್ಯಾಪ್ತಿಯಲ್ಲಿ ಬೆಳಗ್ಗೆ 10ರಿಂದ ಸಂಜೆ 5ರವರೆಗೆ ವಿದ್ಯುತ್ ವ್ಯತ್ಯಯವಾಗಲಿದೆ. — [53, 1164, 210, 1197]
table1-col-2: ಗರಿಷ್ಠ — [538, 152, 575, 167]
bottom-col-2 — [219, 1251, 477, 1461]
bottom-col-4 — [743, 1251, 975, 1461]
player-photo-2 — [928, 1279, 975, 1331]
subhead-1 — [174, 356, 304, 426]
color-dots-group-2 — [357, 1537, 405, 1546]
story-body: ರಾಜ್ಯದಲ್ಲಿ 1,842 ಅನುದಾನಿತ ಹಾಗೂ 9,602 ಅನುದಾನ ರಹಿತ ಪ್ರಾಥಮಿಕ, ಪ್ರೌಢ ಶಾಲೆಗಳು ಮತ್ತು ಪದವಿ ಪೂರ್ವ ಕಾಲೇಜುಗಳು ಕಾರ್ಯನಿರ್ವಹಿಸುತ್ತಿವೆ. — [229, 1288, 349, 1312]
table-row: ಡಿಸೆಂಬರ್-8 21 26 — [454, 185, 575, 203]
byline-place: ಕಲಬುರಗಿ — [56, 132, 76, 140]
tagline: ವಿಕ ಸುದ್ದಿಲೋಕ ಕಲಬುರಗಿ — [496, 1407, 734, 1415]
story-body-2: ಶ್ರೀ ಮಠದ ಪರಂಪರೆಯಲ್ಲಿ 61ನೇ ವರ್ಷದ ಪುಣ್ಯ ಸ್ಮರಣೋತ್ಸವ ಜರುಗಲಿದೆ. ಮುಂಜಾನೆ 6 ಗಂಟೆಗೆ ಮಹಾಅಭಿಷೇಕ, ರುದ್ರಾಭಿಷೇಕ, ಮಹಾಪೂಜೆ ನೆರವೇರಲಿದೆ. ಮಧ್ಯಾಹ್ನ 12 ಗಂಟೆಗೆ ಅನ್ನದಾಸೋಹ ಕಾರ್ಯಕ್ರಮ ಏರ್ಪಡಿಸಲಾಗಿದೆ. ಸಂಜೆ 5 ಗಂಟೆಗೆ ಭಕ್ತಿಗೀತೆ ಗಾಯನ ಹಾಗೂ ಸಾಂಸ್ಕೃತಿಕ ಕಾರ್ಯಕ್ರಮಗಳು ನಡೆಯಲಿವೆ ಎಂದು ಸಂಘಟಕರು ಮಾಹಿತಿ ನೀಡಿದ್ದಾರೆ. — [14, 883, 210, 916]
inline-photo-caption: ಜಿಲ್ಲೆಯ ಜೂಡೋ ಪಟುಗಳು ಪದಕ ಗೆದ್ದು ಸಂಭ್ರಮಿಸಿದರು. — [565, 1096, 665, 1103]
rail-photo-6 — [753, 898, 975, 1010]
table1-col-0: ತಿಂಗಳು — [454, 152, 510, 167]
facebook-link[interactable] — [510, 29, 617, 39]
table-row: 2016 13.9 — [591, 227, 717, 242]
mid-col-b — [219, 755, 477, 1239]
subhead-2-sub: ಚಂಡಮಾರುತದ ಪರಿಣಾಮದಿಂದ — [312, 368, 370, 375]
dateline: ಕಲಬುರಗಿ: — [71, 945, 91, 952]
inline-photo-caption: ಕಲಬುರಗಿಯ ಆಸ್ಪತ್ರೆಯಲ್ಲಿ ಉಚಿತ ಆರೋಗ್ಯ ತಪಾಸಣಾ ಶಿಬಿರ ನಡೆಯಿತು. — [291, 1212, 415, 1219]
local-title-part2: ಕಲಬುರಗಿ — [84, 22, 143, 44]
story-body: ಚಿಂಚೋಳಿ(ಕ) ಸ್ವಾಮಿಯ ಸಾಧು ಶಿವಲಿಂಗೇಶ್ವರರ 61ನೇ ಪುಣ್ಯ ಸ್ಮರಣೋತ್ಸವ ಹಾಗೂ ರಥೋತ್ಸವ ಡಿ.17ರಂದು ನಡೆಯಲಿದೆ ಎಂದು ಶ್ರೀಮಠದ ಪೀಠಾಧಿಪತಿ ತಿಳಿಸಿದ್ದಾರೆ. ಈ ಸಂದರ್ಭದಲ್ಲಿ ವಿವಿಧ ಧಾರ್ಮಿಕ ಕಾರ್ಯಕ್ರಮಗಳು ಜರುಗಲಿವೆ. ಭಕ್ತರು ಹೆಚ್ಚಿನ ಸಂಖ್ಯೆಯಲ್ಲಿ ಪಾಲ್ಗೊಂಡು ಸ್ವಾಮಿಯವರ ಆಶೀರ್ವಾದ ಪಡೆಯಬೇಕೆಂದು ಕೋರಿದ್ದಾರೆ. — [14, 774, 210, 807]
dateline: ಕಲಬುರಗಿ: — [229, 1288, 249, 1295]
header-divider — [14, 56, 976, 57]
twitter-link-text: twitter.com/vijaykamataka — [415, 29, 500, 39]
tagline: ವಿಕ ಸುದ್ದಿಲೋಕ ಕಲಬುರಗಿ — [496, 777, 734, 785]
story-heading-cambridge: ಕೇನ್‌ಬ್ರಿಡ್ಜ್ ಸ್ಕೂಲ್‌ಗೆ ಜಯ — [804, 1250, 924, 1267]
rail-caption-6: ನಗರದ ಬಸವ ಪ್ರತಿಷ್ಠಾನದ ಮೂಲಕ ಗಿಡ ನೆಡುವ ಅಭಿಯಾನ ಪ್ರಾರಂಭಿಸಲಾಯಿತು. ಈ ಸಂದರ್ಭದಲ್ಲಿ ಹಿರಿಯ ಮುಖಂಡರಾದ ಬಿ.ಆರ್. ಪಾಟೀಲ, ಮಲ್ಲಿಕಾರ್ಜುನ ಕುಲಕರ್ಣಿ, ಶರಣಬಸಪ್ಪ, ಭೀಮರಾವ್ ಉಪಸ್ಥಿತರಿದ್ದರು. — [753, 1014, 975, 1029]
box-body: ಸಂಘದ ಅಧ್ಯಕ್ಷ ಅವರ ನೇತೃತ್ವದಲ್ಲಿ ನಿಯೋಗ ತೆರಳಿ ಮನವಿ ಸಲ್ಲಿಸಿತು. — [658, 1303, 728, 1318]
story-heading-cet: ಸಿಇಟಿ ಪಾರದರ್ಶಕವಾಗಿರಲಿ — [282, 754, 424, 774]
story-heading-private-schools-2: 81,646 ಬೋಧಕ ಸಿಬಂದಿ — [292, 1267, 414, 1284]
facebook-icon — [510, 29, 519, 38]
story-body: ಕಂದಾಯ ಇಲಾಖೆಯ ಭೂಮಿ ತಂತ್ರಾಂಶಕ್ಕೆ ಯಾವುದೇ ಸರ್ವರ್ ಸಮಸ್ಯೆ ಇಲ್ಲ. ರೈತರು ಪಹಣಿ ಸೇರಿದಂತೆ ವಿವಿಧ ದಾಖಲೆಗಳನ್ನು ಸುಲಭವಾಗಿ ಪಡೆಯಬಹುದು ಎಂದು ಜಿಲ್ಲಾಧಿಕಾರಿ ತಿಳಿಸಿದ್ದಾರೆ. — [14, 1047, 210, 1063]
subhead-2-body: ಚಂಡಮಾರುತದ ಪರಿಣಾಮದಿಂದ ಮೋಡ ಕವಿದ ವಾತಾವರಣ ಇರುವುದರಿಂದ ವಯಸ್ಸಾದವರು, ಮಕ್ಕಳಿಗೆ ಶೀತ, ಕೆಮ್ಮು, ಜ್ವರ ಸೇರಿದಂತೆ ಇತರೆ ಕಾಯಿಲೆಗಳು ಕಾಣಿಸಿಕೊಳ್ಳುತ್ತಿವೆ. ಹೀಗಾಗಿ ಆಸ್ಪತ್ರೆಗಳಲ್ಲಿ ರೋಗಿಗಳ ಸಂಖ್ಯೆ ಹೆಚ್ಚಾಗಿದೆ ಎನ್ನಲಾಗಿದೆ. — [312, 379, 442, 411]
lead-photo-block — [174, 132, 444, 342]
corruption-awareness-box — [354, 932, 477, 1020]
rail-photo-3 — [751, 419, 972, 555]
story-heading-library: ಬಯಲು ಗ್ರಂಥಾಲಯ ವಾರ್ಷಿಕ ಸಂಭ್ರಮ ನಾಳೆ — [756, 1048, 972, 1066]
tagline: ವಿಕ ಸುದ್ದಿಲೋಕ ಕಲಬುರಗಿ — [753, 1269, 975, 1277]
table-row: ಡಿಸೆಂಬರ್-7 19 26.5 — [454, 167, 575, 185]
footer-value: ಗೆಲುವು: ಬ್ಯಾಟರ್ ಶರಣ ಪಡೆದರು — [806, 1380, 867, 1387]
table2-title: ಜಿಲ್ಲೆಯಲ್ಲಿ ಕಂಡುಬಂದ ಕನಿಷ್ಠ ತಾಪಮಾನ — [585, 133, 723, 151]
twitter-link[interactable] — [403, 29, 499, 39]
farmers-fire-box — [450, 356, 590, 426]
bottom-col-1 — [14, 1251, 210, 1461]
table2-note: ➤ ಹವಾಮಾನ ಇಲಾಖೆ ಎಲ್ಲ ಮಾಹಿತಿ ಪ್ರಕಾರ ಜಿಲ್ಲೆಯಲ್ಲಿ ದಾಖಲಾದ ಕನಿಷ್ಠ ತಾಪಮಾನ. — [590, 322, 714, 336]
tagline: ವಿಕ ಸುದ್ದಿಲೋಕ ಕಲಬುರಗಿ — [229, 1049, 477, 1057]
lead-photo-caption: ಕಲಬುರಗಿಯ ಗಂಜ್‌ನಲ್ಲಿ ಸಂತೆಯ ಹೊತ್ತಿನಲ್ಲಿ ಚಳಿ ಕಾಯಿಸುತ್ತಿರುವುದು. — [242, 344, 376, 351]
areas-label: ಮುಖ್ಯ ಕಾಲೊನಿ — [14, 1202, 44, 1209]
table-row: ಡಿಸೆಂಬರ್-9 20 26 — [454, 203, 575, 221]
rail-photo-1 — [751, 87, 972, 223]
inline-photo-caption: ಕಲಬುರಗಿಯಲ್ಲಿ ವಕೀಲರ ಸಂಘದ ನಿಯೋಗ ಸಚಿವರಿಗೆ ಮನವಿ ಸಲ್ಲಿಸಿತು. — [510, 1393, 632, 1400]
rail-caption-5: ಶ್ರೀ ಕಾಯಕಯೋಗಿ ಬಸವ ಜಯಂತಿ ಪ್ರಯುಕ್ತ ನಗರದ ಸಮುದಾಯ ಭವನದಲ್ಲಿ ವಿಚಾರ ಸಂಕಿರಣ ನಡೆಯಿತು. ಪ್ರೊ. ಶಿವಾನಂದ ಮುಳಗೆ ಮಾತನಾಡಿದರು. — [753, 876, 975, 891]
story-heading-power: ವಿದ್ಯುತ್ ವ್ಯತ್ಯಯ ಇಂದು — [14, 1147, 103, 1160]
lead-story — [14, 61, 730, 743]
rail-photo-5 — [753, 755, 975, 873]
